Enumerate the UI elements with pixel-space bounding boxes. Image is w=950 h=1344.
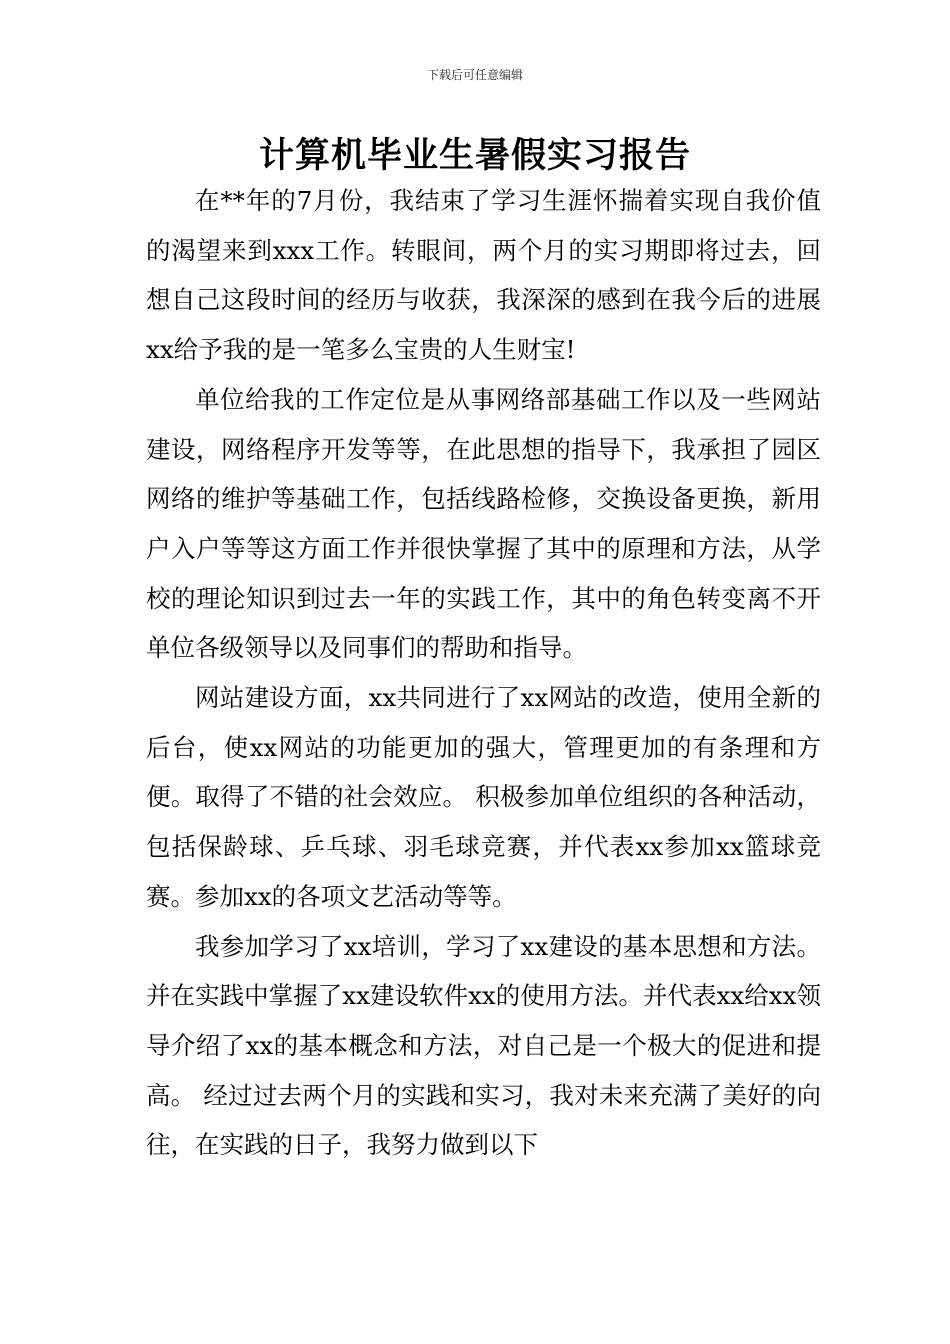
header-note: 下载后可任意编辑 (426, 68, 523, 82)
document-body (146, 176, 821, 1170)
paragraph: 网站建设方面，xx共同进行了xx网站的改造，使用全新的后台，使xx网站的功能更加的强大，管理更加的有条理和方便。取得了不错的社会效应。 积极参加单位组织的各种活动，包括保龄球、乒乓球、羽毛球竞赛，并代表xx参加xx篮球竞赛。参加xx的各项文艺活动等等。 (146, 683, 821, 911)
paragraph: 在**年的7月份，我结束了学习生涯怀揣着实现自我价值的渴望来到xxx工作。转眼间，两个月的实习期即将过去，回想自己这段时间的经历与收获，我深深的感到在我今后的进展xx给予我的是一笔多么宝贵的人生财宝! (146, 186, 821, 365)
paragraph: 我参加学习了xx培训，学习了xx建设的基本思想和方法。并在实践中掌握了xx建设软件xx的使用方法。并代表xx给xx领导介绍了xx的基本概念和方法，对自己是一个极大的促进和提高。 经过过去两个月的实践和实习，我对未来充满了美好的向往，在实践的日子，我努力做到以下 (146, 931, 821, 1160)
page-title: 计算机毕业生暑假实习报告 (258, 136, 691, 176)
paragraph: 单位给我的工作定位是从事网络部基础工作以及一些网站建设，网络程序开发等等，在此思想的指导下，我承担了园区网络的维护等基础工作，包括线路检修，交换设备更换，新用户入户等等这方面工作并很快掌握了其中的原理和方法，从学校的理论知识到过去一年的实践工作，其中的角色转变离不开单位各级领导以及同事们的帮助和指导。 (146, 384, 821, 663)
